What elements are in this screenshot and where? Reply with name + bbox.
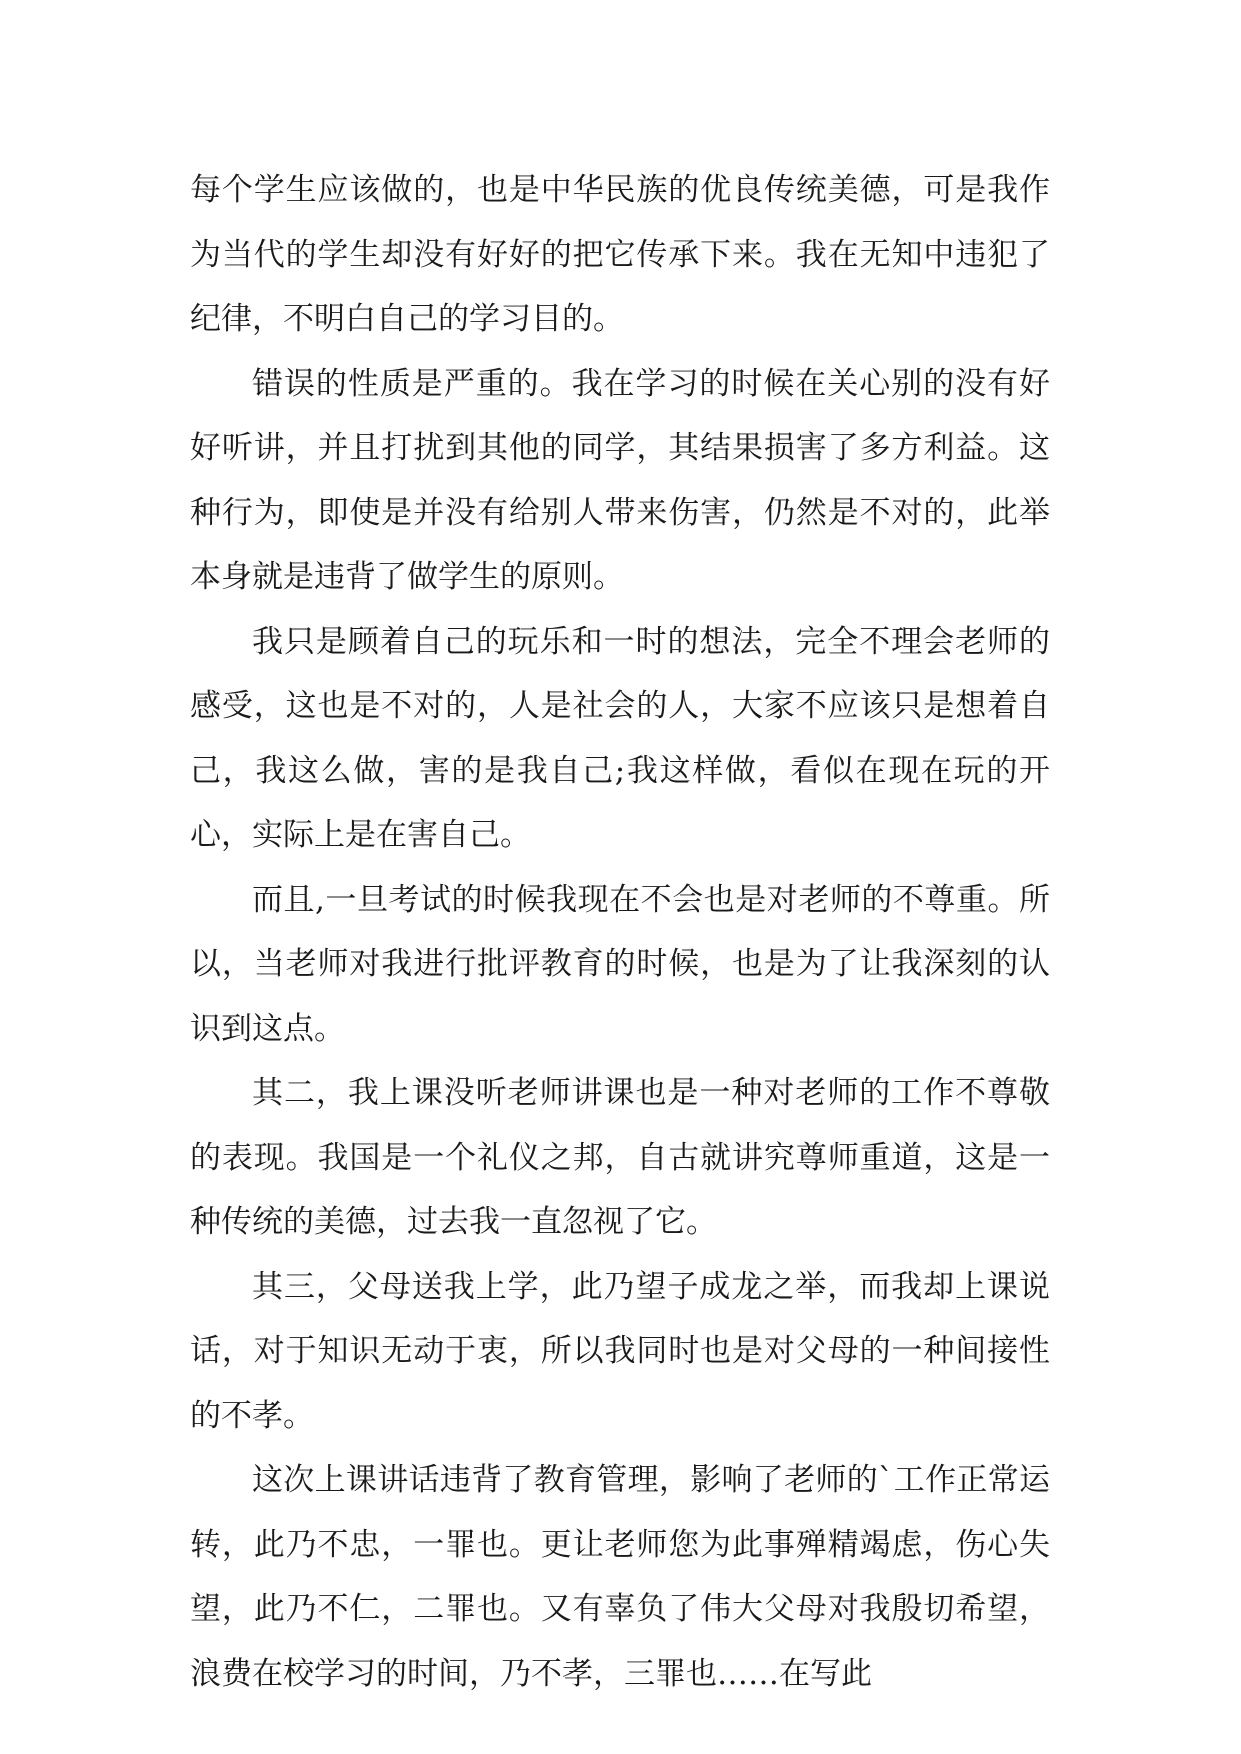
paragraph-6: 其三，父母送我上学，此乃望子成龙之举，而我却上课说话，对于知识无动于衷，所以我同时也是对父母的一种间接性的不孝。	[190, 1268, 1050, 1434]
paragraph-2: 错误的性质是严重的。我在学习的时候在关心别的没有好好听讲，并且打扰到其他的同学，其结果损害了多方利益。这种行为，即使是并没有给别人带来伤害，仍然是不对的，此举本身就是违背了做学生的原则。	[190, 365, 1050, 595]
paragraph-3: 我只是顾着自己的玩乐和一时的想法，完全不理会老师的感受，这也是不对的，人是社会的人，大家不应该只是想着自己，我这么做，害的是我自己;我这样做，看似在现在玩的开心，实际上是在害自己。	[190, 623, 1050, 853]
paragraph-4: 而且,一旦考试的时候我现在不会也是对老师的不尊重。所以，当老师对我进行批评教育的时候，也是为了让我深刻的认识到这点。	[190, 881, 1050, 1047]
document-body	[190, 158, 1050, 1706]
paragraph-7: 这次上课讲话违背了教育管理，影响了老师的`工作正常运转，此乃不忠，一罪也。更让老师您为此事殚精竭虑，伤心失望，此乃不仁，二罪也。又有辜负了伟大父母对我殷切希望，浪费在校学习的时间，乃不孝，三罪也……在写此	[190, 1462, 1050, 1692]
paragraph-5: 其二，我上课没听老师讲课也是一种对老师的工作不尊敬的表现。我国是一个礼仪之邦，自古就讲究尊师重道，这是一种传统的美德，过去我一直忽视了它。	[190, 1075, 1050, 1240]
paragraph-1: 每个学生应该做的，也是中华民族的优良传统美德，可是我作为当代的学生却没有好好的把它传承下来。我在无知中违犯了纪律，不明白自己的学习目的。	[190, 172, 1050, 337]
